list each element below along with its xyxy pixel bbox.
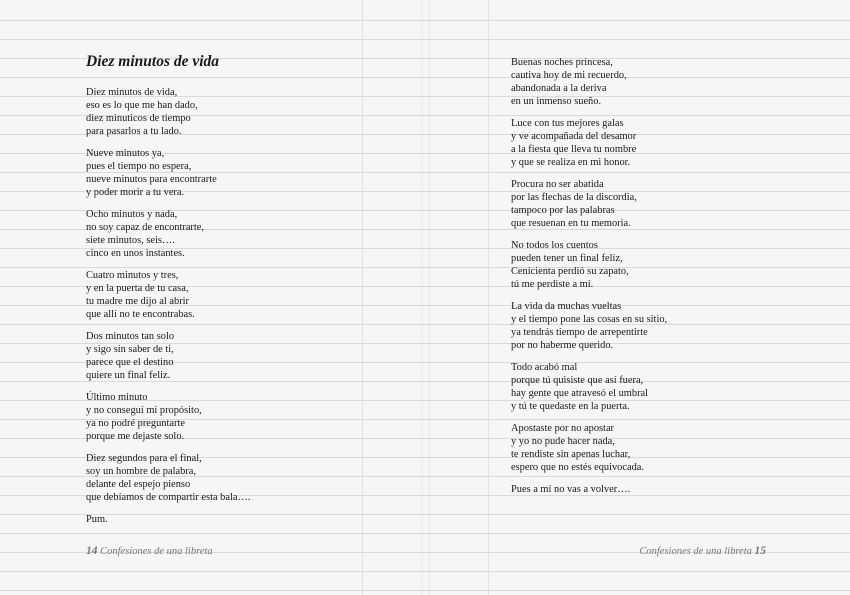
verse-line: Último minuto xyxy=(86,392,148,404)
verse-line: en un inmenso sueño. xyxy=(511,95,602,107)
verse-line: abandonada a la deriva xyxy=(511,82,607,94)
verse-line: tu madre me dijo al abrir xyxy=(86,295,190,307)
verse-line: No todos los cuentos xyxy=(511,240,598,252)
verse-line: ya tendrás tiempo de arrepentirte xyxy=(511,326,648,338)
stanza xyxy=(511,179,667,231)
footer-left xyxy=(86,545,213,557)
verse-line: eso es lo que me han dado, xyxy=(86,99,198,111)
verse-line: Cuatro minutos y tres, xyxy=(86,270,179,282)
stanza xyxy=(511,484,667,497)
page-number: 14 xyxy=(86,545,98,557)
verse-line: y el tiempo pone las cosas en su sitio, xyxy=(511,313,668,325)
verse-line: Buenas noches princesa, xyxy=(511,57,613,68)
verse-line: porque tú quisiste que así fuera, xyxy=(511,374,644,386)
verse-line: Pum. xyxy=(86,514,108,526)
stanza xyxy=(86,148,250,200)
verse-line: Pues a mí no vas a volver…. xyxy=(511,484,631,496)
verse-line: que debíamos de compartir esta bala…. xyxy=(86,491,251,503)
verse-line: Nueve minutos ya, xyxy=(86,148,165,160)
verse-line: Dos minutos tan solo xyxy=(86,331,175,343)
footer-right xyxy=(639,545,766,557)
verse-line: cinco en unos instantes. xyxy=(86,247,185,259)
poem-title: Diez minutos de vida xyxy=(86,53,220,70)
verse-line: parece que el destino xyxy=(86,356,174,368)
verse-line: Luce con tus mejores galas xyxy=(511,118,624,130)
stanza xyxy=(86,87,250,139)
margin-line xyxy=(488,0,489,595)
stanza xyxy=(511,423,667,475)
verse-line: y ve acompañada del desamor xyxy=(511,130,637,142)
verse-line: para pasarlos a tu lado. xyxy=(86,125,182,137)
verse-line: La vida da muchas vueltas xyxy=(511,301,622,313)
verse-line: nueve minutos para encontrarte xyxy=(86,173,217,185)
verse-line: a la fiesta que lleva tu nombre xyxy=(511,143,637,155)
stanza xyxy=(511,362,667,414)
verse-line: Diez segundos para el final, xyxy=(86,453,202,465)
verse-line: y no conseguí mi propósito, xyxy=(86,404,202,416)
verse-line: siete minutos, seis…. xyxy=(86,234,175,246)
verse-line: Todo acabó mal xyxy=(511,362,578,374)
verse-line: soy un hombre de palabra, xyxy=(86,466,196,477)
verse-line: diez minuticos de tiempo xyxy=(86,112,191,124)
book-gutter xyxy=(421,0,431,595)
stanza xyxy=(86,453,250,505)
verse-line: que resuenan en tu memoria. xyxy=(511,217,631,229)
verse-line: Cenicienta perdió su zapato, xyxy=(511,265,629,277)
verse-line: porque me dejaste solo. xyxy=(86,430,185,442)
stanza xyxy=(86,514,250,527)
verse-line: Apostaste por no apostar xyxy=(511,423,615,435)
verse-line: y sigo sin saber de ti, xyxy=(86,343,174,355)
running-title: Confesiones de una libreta xyxy=(639,546,752,557)
verse-line: ya no podré preguntarte xyxy=(86,417,185,429)
verse-line: te rendiste sin apenas luchar, xyxy=(511,448,631,460)
stanza xyxy=(86,392,250,444)
verse-line: Diez minutos de vida, xyxy=(86,87,178,98)
verse-line: Ocho minutos y nada, xyxy=(86,209,178,221)
stanza xyxy=(86,270,250,322)
verse-line: espero que no estés equivocada. xyxy=(511,461,645,473)
verse-line: no soy capaz de encontrarte, xyxy=(86,221,204,233)
stanza xyxy=(511,57,667,109)
verse-line: delante del espejo pienso xyxy=(86,478,191,490)
verse-line: y yo no pude hacer nada, xyxy=(511,436,615,447)
stanza xyxy=(86,331,250,383)
stanza xyxy=(86,209,250,261)
verse-line: por no haberme querido. xyxy=(511,339,614,351)
verse-line: y poder morir a tu vera. xyxy=(86,186,185,198)
verse-line: Procura no ser abatida xyxy=(511,179,604,191)
poem-body-right xyxy=(511,57,667,506)
poem-body-left xyxy=(86,87,250,536)
stanza xyxy=(511,240,667,292)
verse-line: cautiva hoy de mi recuerdo, xyxy=(511,69,627,81)
verse-line: tú me perdiste a mí. xyxy=(511,278,594,290)
verse-line: quiere un final feliz. xyxy=(86,369,171,381)
stanza xyxy=(511,118,667,170)
verse-line: hay gente que atravesó el umbral xyxy=(511,387,649,399)
verse-line: pueden tener un final feliz, xyxy=(511,252,623,264)
verse-line: por las flechas de la discordia, xyxy=(511,191,637,203)
stanza xyxy=(511,301,667,353)
verse-line: y tú te quedaste en la puerta. xyxy=(511,400,630,412)
verse-line: tampoco por las palabras xyxy=(511,204,615,216)
verse-line: y que se realiza en mi honor. xyxy=(511,156,631,168)
verse-line: y en la puerta de tu casa, xyxy=(86,282,189,294)
page-number: 15 xyxy=(754,545,766,557)
running-title: Confesiones de una libreta xyxy=(100,546,213,557)
verse-line: que allí no te encontrabas. xyxy=(86,308,195,320)
margin-line xyxy=(362,0,363,595)
verse-line: pues el tiempo no espera, xyxy=(86,160,192,172)
